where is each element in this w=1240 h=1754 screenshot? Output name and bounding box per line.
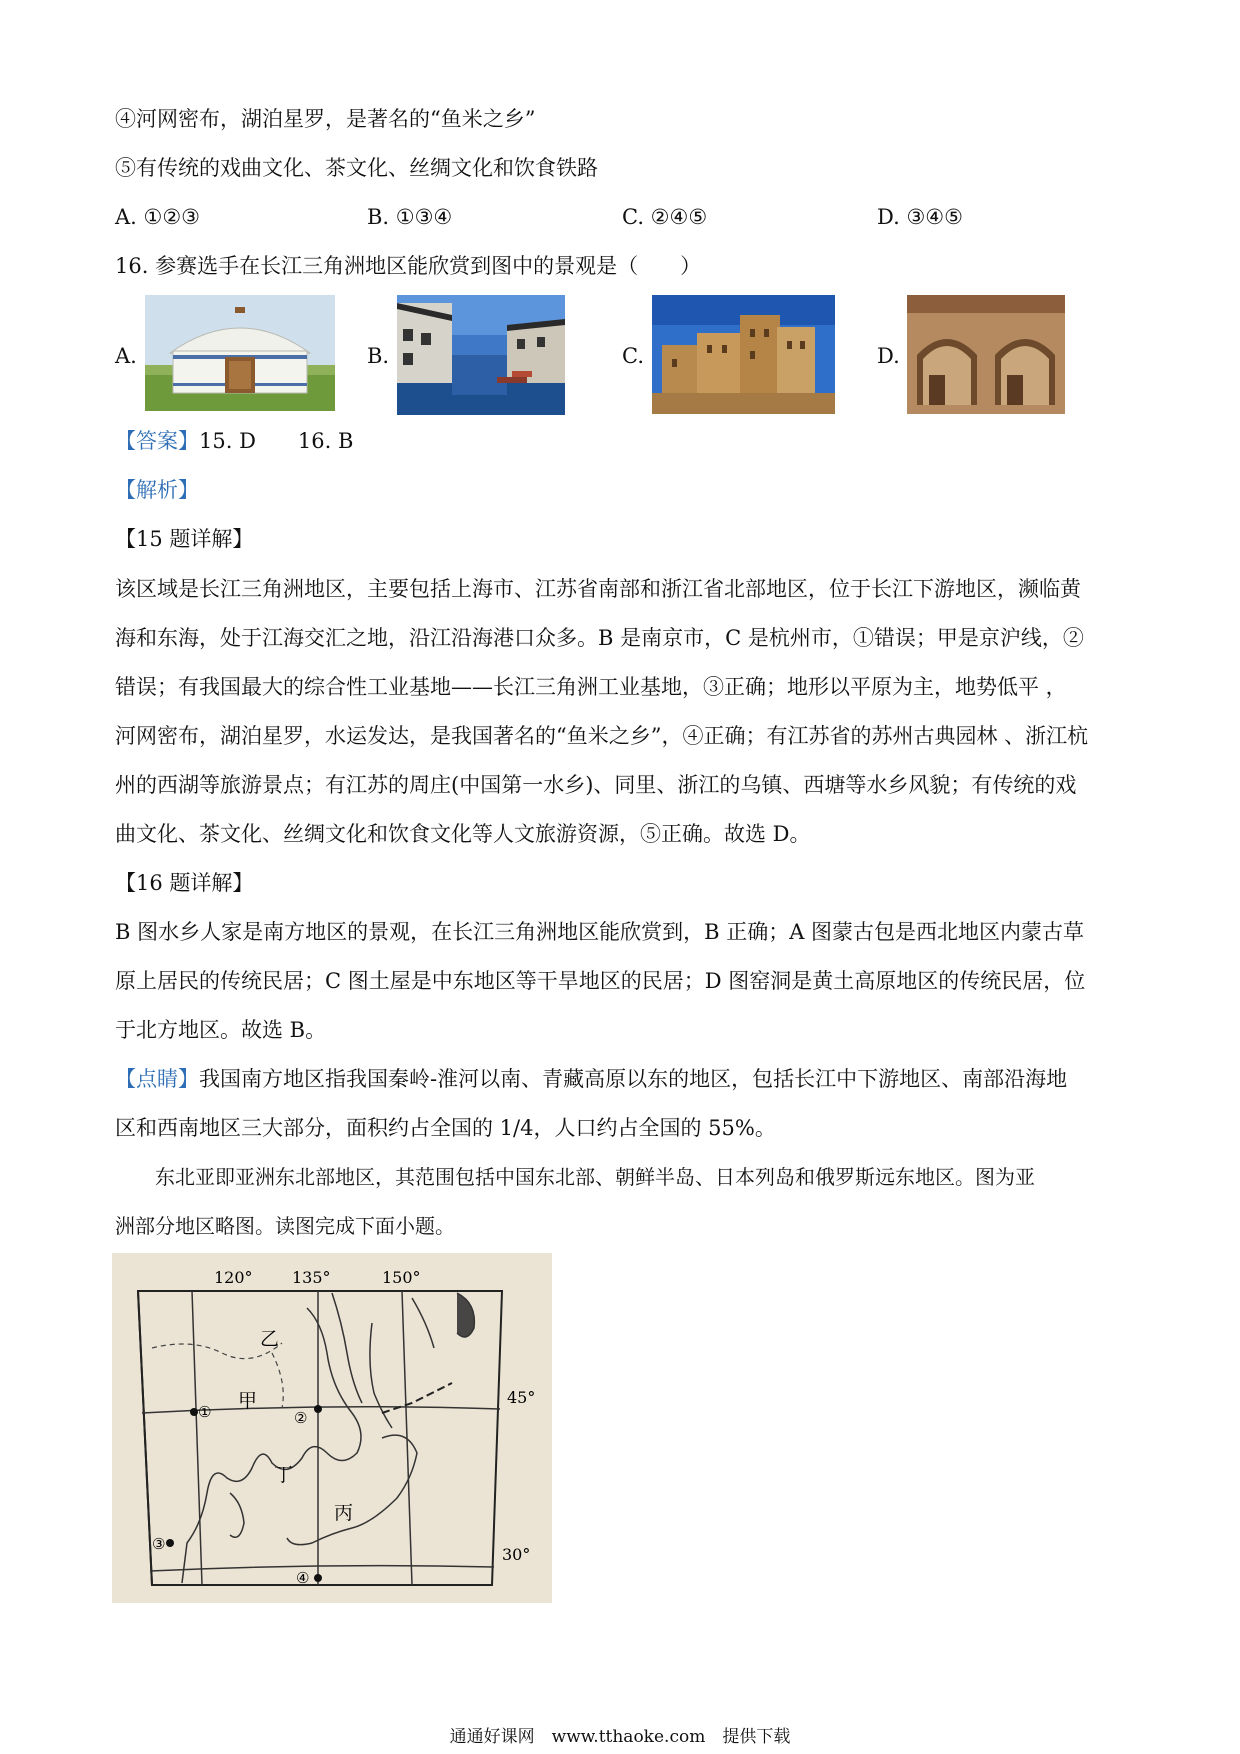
q16-option-b-label: B.	[367, 344, 390, 368]
q15-detail-line: 曲文化、茶文化、丝绸文化和饮食文化等人文旅游资源，⑤正确。故选 D。	[115, 822, 811, 846]
q15-options	[115, 202, 1135, 232]
q15-option-d: D. ③④⑤	[877, 205, 963, 229]
q15-option-b: B. ①③④	[367, 205, 453, 229]
q16-picture-options	[115, 295, 1135, 417]
q16-option-c-label: C.	[622, 344, 644, 368]
point-label: ②	[294, 1409, 308, 1427]
q15-detail-heading: 【15 题详解】	[115, 527, 254, 551]
region-label: 乙	[260, 1328, 280, 1350]
q16-detail-line: 原上居民的传统民居；C 图土屋是中东地区等干旱地区的民居；D 图窑洞是黄土高原地区的传统民居，位	[115, 969, 1086, 993]
mud-house-photo	[652, 295, 835, 414]
answer-tag: 【答案】	[115, 429, 199, 453]
q15-option-a: A. ①②③	[115, 205, 200, 229]
tip-text: 我国南方地区指我国秦岭-淮河以南、青藏高原以东的地区，包括长江中下游地区、南部沿海地	[199, 1067, 1068, 1091]
latitude-label: 45°	[507, 1388, 536, 1407]
q16-option-d-label: D.	[877, 344, 900, 368]
longitude-label: 120°	[214, 1268, 253, 1287]
cave-dwelling-photo	[907, 295, 1065, 414]
northeast-asia-map	[112, 1253, 552, 1603]
q15-stem-5: ⑤有传统的戏曲文化、茶文化、丝绸文化和饮食铁路	[115, 156, 598, 180]
q16-detail-line: 于北方地区。故选 B。	[115, 1018, 327, 1042]
intro-line: 东北亚即亚洲东北部地区，其范围包括中国东北部、朝鲜半岛、日本列岛和俄罗斯远东地区。图为亚	[115, 1165, 1035, 1189]
page-footer: 通通好课网 www.tthaoke.com 提供下载	[449, 1727, 791, 1747]
tip-tag: 【点睛】	[115, 1067, 199, 1091]
q16-stem: 16. 参赛选手在长江三角洲地区能欣赏到图中的景观是（ ）	[115, 254, 702, 278]
q16-detail-line: B 图水乡人家是南方地区的景观，在长江三角洲地区能欣赏到，B 正确；A 图蒙古包是西北地区内蒙古草	[115, 920, 1085, 944]
q16-option-a-label: A.	[115, 344, 137, 368]
water-town-photo	[397, 295, 565, 415]
intro-line: 洲部分地区略图。读图完成下面小题。	[115, 1214, 455, 1238]
answer-line	[115, 426, 1135, 456]
region-label: 丁	[274, 1464, 294, 1486]
q15-stem-4: ④河网密布，湖泊星罗，是著名的“鱼米之乡”	[115, 107, 536, 131]
point-label: ③	[152, 1535, 166, 1553]
region-label: 丙	[334, 1502, 354, 1524]
yurt-photo	[145, 295, 335, 411]
q15-detail-line: 州的西湖等旅游景点；有江苏的周庄(中国第一水乡)、同里、浙江的乌镇、西塘等水乡风貌；有传统的戏	[115, 773, 1077, 797]
tip-line	[115, 1064, 1135, 1094]
q15-detail-line: 错误；有我国最大的综合性工业基地——长江三角洲工业基地，③正确；地形以平原为主，地势低平 ，	[115, 675, 1067, 699]
q15-option-c: C. ②④⑤	[622, 205, 708, 229]
q15-detail-line: 该区域是长江三角洲地区，主要包括上海市、江苏省南部和浙江省北部地区，位于长江下游地区，濒临黄	[115, 577, 1081, 601]
point-label: ④	[296, 1569, 310, 1587]
tip-line: 区和西南地区三大部分，面积约占全国的 1/4，人口约占全国的 55%。	[115, 1116, 776, 1140]
q15-detail-line: 海和东海，处于江海交汇之地，沿江沿海港口众多。B 是南京市，C 是杭州市，①错误；甲是京沪线，②	[115, 626, 1084, 650]
q15-detail-line: 河网密布，湖泊星罗，水运发达，是我国著名的“鱼米之乡”，④正确；有江苏省的苏州古典园林 、浙江杭	[115, 724, 1089, 748]
longitude-label: 150°	[382, 1268, 421, 1287]
point-label: ①	[198, 1403, 212, 1421]
q16-detail-heading: 【16 题详解】	[115, 871, 254, 895]
latitude-label: 30°	[502, 1545, 531, 1564]
region-label: 甲	[238, 1390, 258, 1412]
longitude-label: 135°	[292, 1268, 331, 1287]
answer-text: 15. D 16. B	[199, 429, 354, 453]
analysis-tag: 【解析】	[115, 478, 199, 502]
